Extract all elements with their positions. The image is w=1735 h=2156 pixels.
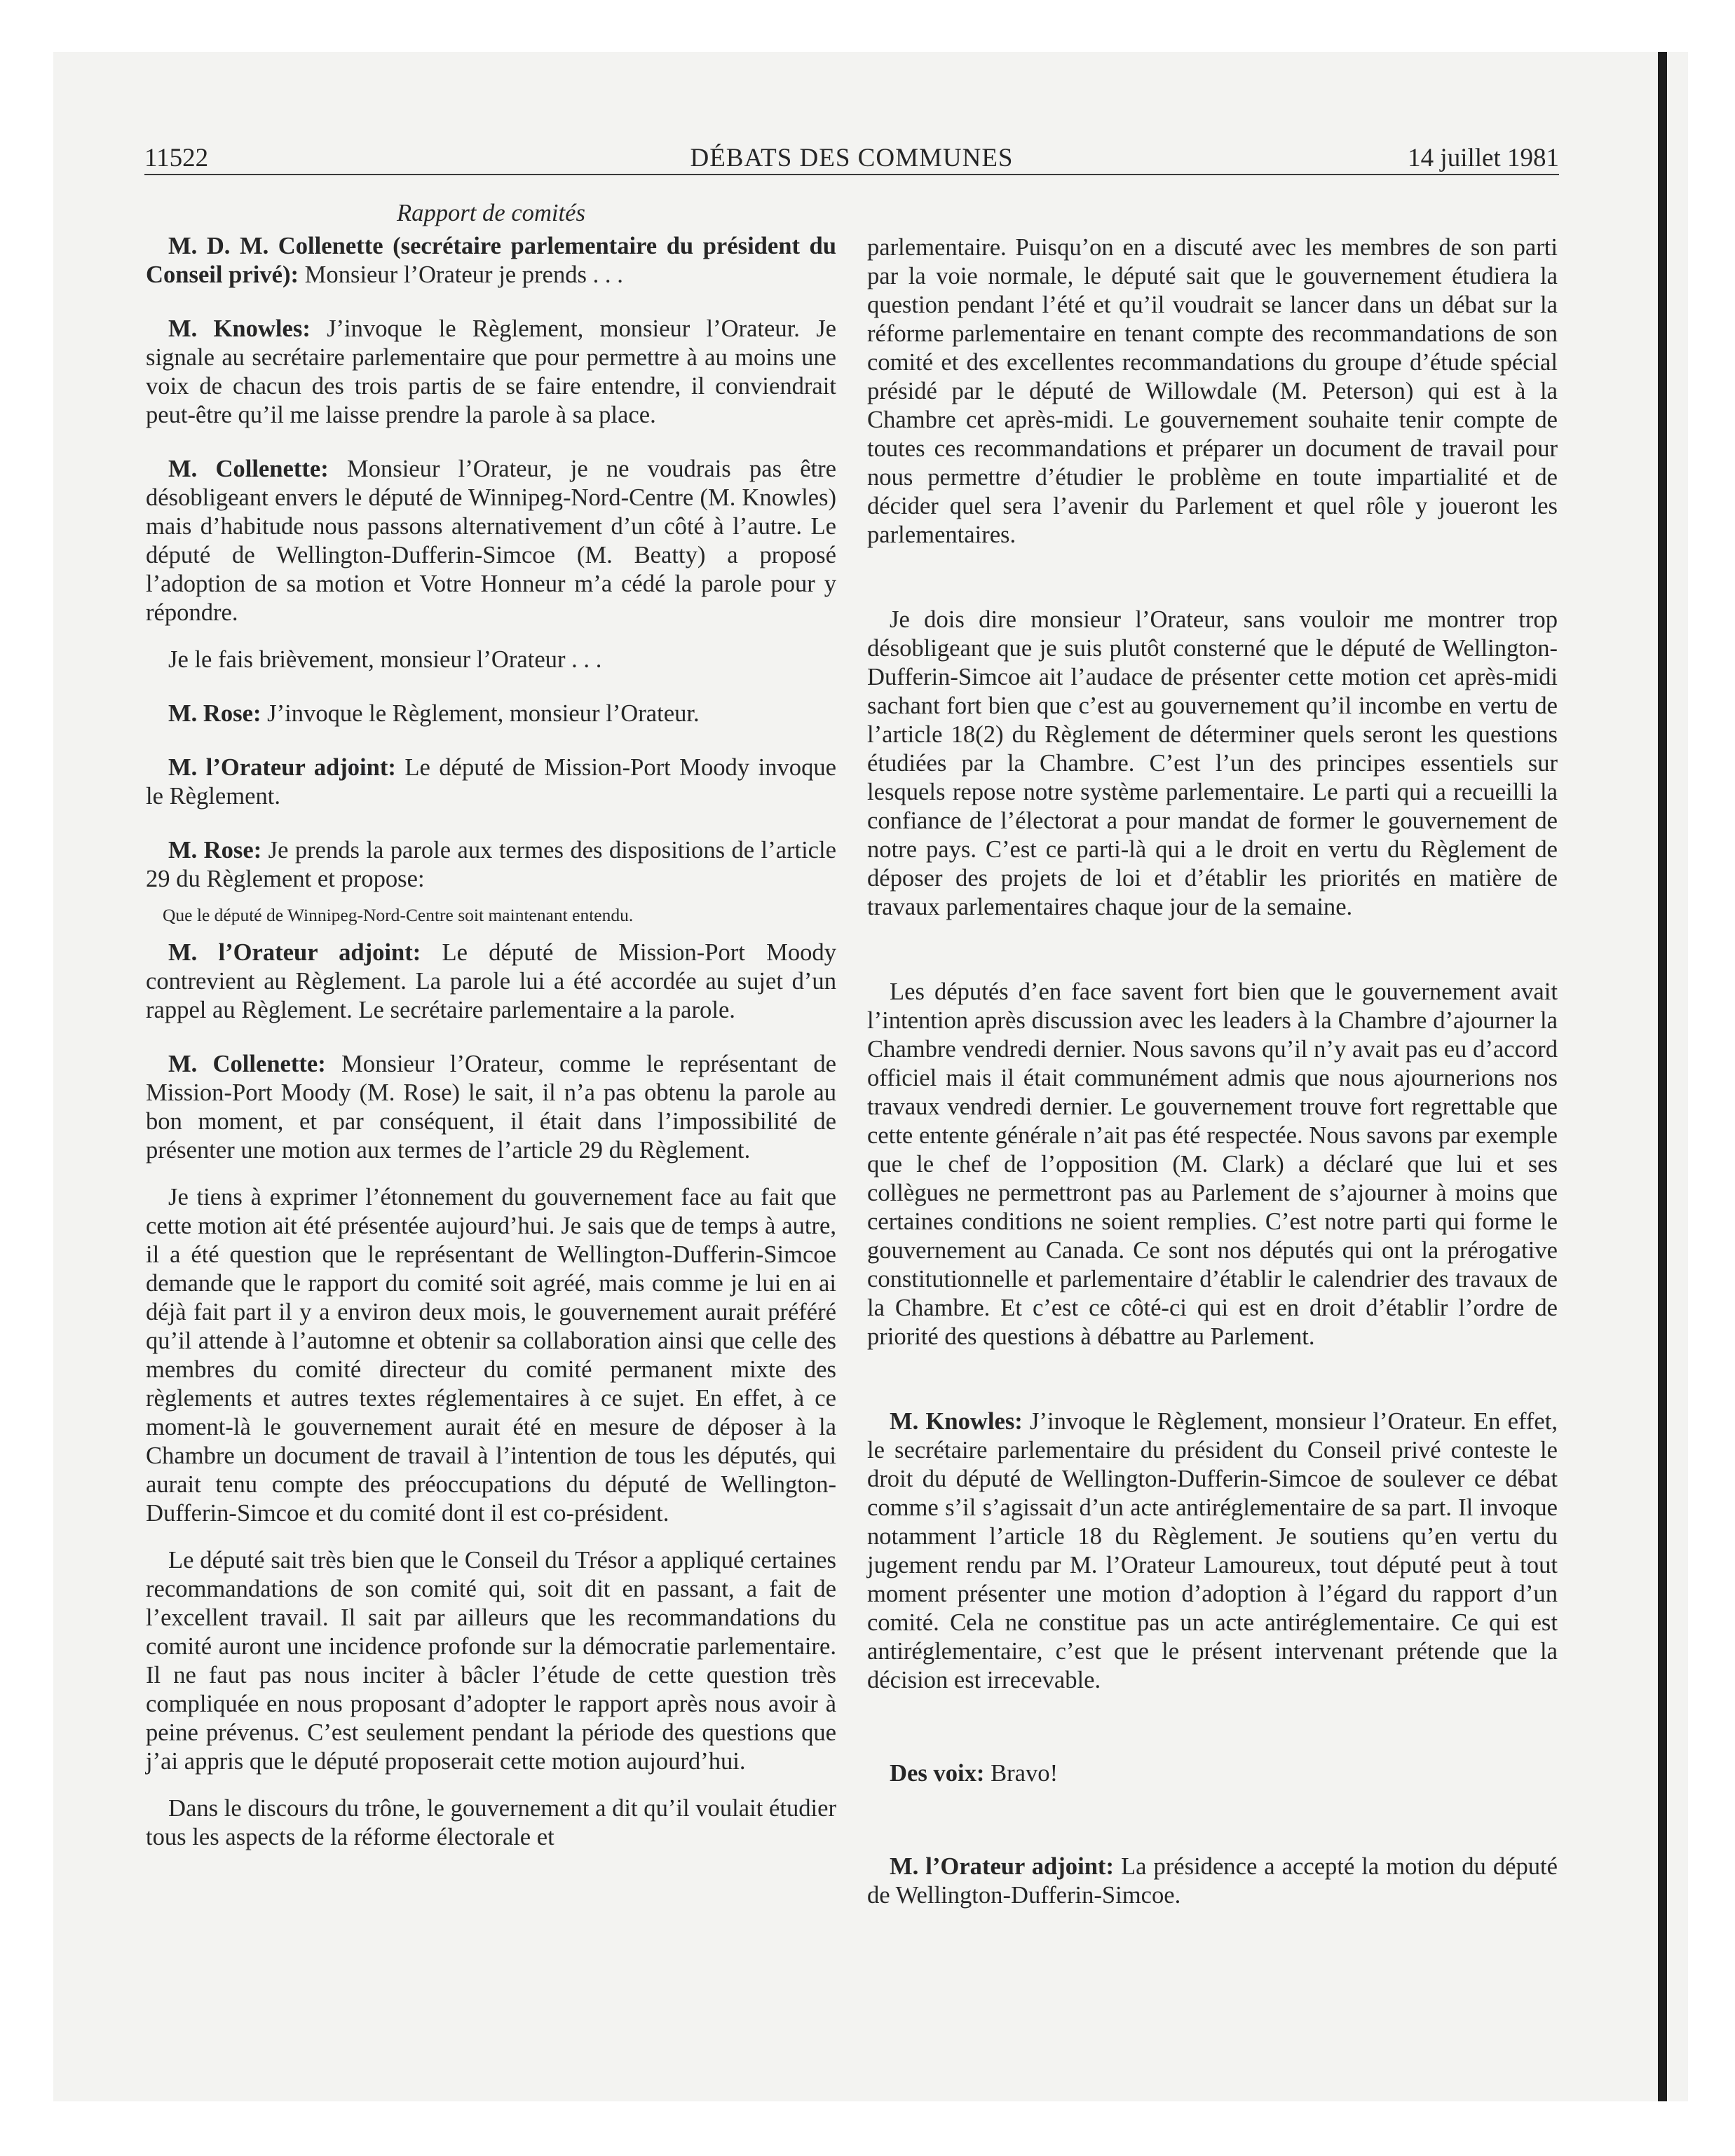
section-title: Rapport de comités [397,200,585,226]
motion-quote: Que le député de Winnipeg-Nord-Centre soit maintenant entendu. [163,905,634,925]
scan-edge-shadow [1658,52,1667,2101]
speech-text: J’invoque le Règlement, monsieur l’Orateur. En effet, le secrétaire parlementaire du président du Conseil privé conteste le droit du député de Wellington-Dufferin-Simcoe de soulever ce débat comme s’il s’agissait d’un acte antiréglementaire de sa part. Il invoque notamment l’article 18 du Règlement. Je soutiens qu’en vertu du jugement rendu par M. l’Orateur Lamoureux, tout député peut à tout moment présenter une motion d’adoption à l’égard du rapport d’un comité. Cela ne constitue pas un acte antiréglementaire. Ce qui est antiréglementaire, c’est que le présent intervenant prétende que la décision est irrecevable. [867,1408,1558,1693]
speaker-name: M. Collenette: [168,456,329,482]
paragraph [146,939,836,1025]
speaker-name: Des voix: [890,1760,985,1787]
speech-text: Monsieur l’Orateur je prends . . . [299,261,623,288]
publication-title: DÉBATS DES COMMUNES [690,144,1014,172]
speech-text: Je prends la parole aux termes des dispositions de l’article 29 du Règlement et propose: [146,837,836,892]
paragraph [867,1853,1558,1910]
speech-text: Le député de Mission-Port Moody contrevient au Règlement. La parole lui a été accordée au sujet d’un rappel au Règlement. Le secrétaire parlementaire a la parole. [146,939,836,1023]
speech-text: Monsieur l’Orateur, comme le représentant de Mission-Port Moody (M. Rose) le sait, il n’a pas obtenu la parole au bon moment, et par conséquent, il était dans l’impossibilité de présenter une motion aux termes de l’article 29 du Règlement. [146,1051,837,1164]
paragraph: Les députés d’en face savent fort bien que le gouvernement avait l’intention après discussion avec les leaders à la Chambre d’ajourner la Chambre vendredi dernier. Nous savons qu’il n’y avait pas eu d’accord officiel mais il était communément admis que nous ajournerions nos travaux vendredi dernier. Le gouvernement trouve fort regrettable que cette entente générale n’ait pas été respectée. Nous savons par exemple que le chef de l’opposition (M. Clark) a déclaré que lui et ses collègues ne permettront pas au Parlement de s’ajourner à moins que certaines conditions ne soient remplies. C’est notre parti qui forme le gouvernement au Canada. Ce sont nos députés qui ont la prérogative constitutionnelle et parlementaire d’établir le calendrier des travaux de la Chambre. Et c’est ce côté-ci qui est en droit d’établir l’ordre de priorité des questions à débattre au Parlement. [867,978,1558,1350]
paragraph: Dans le discours du trône, le gouvernement a dit qu’il voulait étudier tous les aspects de la réforme électorale et [146,1795,836,1850]
page-header [144,143,1559,175]
speaker-name: M. l’Orateur adjoint: [168,754,396,781]
paragraph: Je dois dire monsieur l’Orateur, sans vouloir me montrer trop désobligeant que je suis plutôt consterné que le député de Wellington-Dufferin-Simcoe ait l’audace de présenter cette motion cet après-midi sachant fort bien que c’est au gouvernement qu’il incombe en vertu de l’article 18(2) du Règlement de déterminer quels seront les questions étudiées par la Chambre. C’est l’un des principes essentiels sur lesquels repose notre système parlementaire. Le parti qui a recueilli la confiance de l’électorat a pour mandat de former le gouvernement de notre pays. C’est ce parti-là qui a le droit en vertu du Règlement de déposer des projets de loi et d’établir les priorités en matière de travaux parlementaires chaque jour de la semaine. [867,606,1558,920]
paragraph [867,1759,1558,1788]
speech-text: La présidence a accepté la motion du député de Wellington-Dufferin-Simcoe. [867,1853,1558,1909]
speech-text: Bravo! [984,1760,1059,1787]
speaker-name: M. D. M. Collenette (secrétaire parlementaire du président du Conseil privé): [146,233,836,288]
right-column [867,233,1558,1910]
page-number: 11522 [144,144,209,172]
paragraph [146,700,836,728]
speaker-name: M. l’Orateur adjoint: [168,939,421,966]
speech-text: J’invoque le Règlement, monsieur l’Orateur. Je signale au secrétaire parlementaire que pour permettre à au moins une voix de chacun des trois partis de se faire entendre, il conviendrait peut-être qu’il me laisse prendre la parole à sa place. [146,315,836,428]
speech-text: Monsieur l’Orateur, je ne voudrais pas être désobligeant envers le député de Winnipeg-Nord-Centre (M. Knowles) mais d’habitude nous passons alternativement d’un côté à l’autre. Le député de Wellington-Dufferin-Simcoe (M. Beatty) a proposé l’adoption de sa motion et Votre Honneur m’a cédé la parole pour y répondre. [146,456,837,626]
speech-text: Le député de Mission-Port Moody invoque le Règlement. [146,754,836,810]
paragraph: parlementaire. Puisqu’on en a discuté avec les membres de son parti par la voie normale, le député sait que le gouvernement étudiera la question pendant l’été et qu’il voudrait se lancer dans un débat sur la réforme parlementaire en tenant compte des recommandations de son comité et des excellentes recommandations du groupe d’étude spécial présidé par le député de Willowdale (M. Peterson) qui est à la Chambre cet après-midi. Le gouvernement souhaite tenir compte de toutes ces recommandations et préparer un document de travail pour nous permettre d’étudier le problème en toute impartialité et de décider quel sera l’avenir du Parlement et quel rôle y joueront les parlementaires. [867,234,1558,548]
paragraph: Le député sait très bien que le Conseil du Trésor a appliqué certaines recommandations de son comité qui, soit dit en passant, a fait de l’excellent travail. Il sait par ailleurs que les recommandations du comité auront une incidence profonde sur la démocratie parlementaire. Il ne faut pas nous inciter à bâcler l’étude de cette question très compliquée en nous proposant d’adopter le rapport après nous avoir à peine prévenus. C’est seulement pendant la période des questions que j’ai appris que le député proposerait cette motion aujourd’hui. [146,1547,836,1775]
left-column [146,199,836,1852]
publication-date: 14 juillet 1981 [1408,144,1559,172]
paragraph [146,836,836,894]
speaker-name: M. l’Orateur adjoint: [890,1853,1114,1880]
paragraph [867,1407,1558,1695]
speaker-name: M. Collenette: [168,1051,326,1077]
paragraph [146,1050,836,1165]
speaker-name: M. Knowles: [168,315,311,342]
speaker-name: M. Rose: [168,700,261,727]
speaker-name: M. Rose: [168,837,262,864]
speaker-name: M. Knowles: [890,1408,1023,1435]
speech-text: J’invoque le Règlement, monsieur l’Orateur. [261,700,700,727]
paragraph [146,455,836,627]
paragraph: Je tiens à exprimer l’étonnement du gouvernement face au fait que cette motion ait été présentée aujourd’hui. Je sais que de temps à autre, il a été question que le représentant de Wellington-Dufferin-Simcoe demande que le rapport du comité soit agréé, mais comme je lui en ai déjà fait part il y a environ deux mois, le gouvernement aurait préféré qu’il attende à l’automne et obtenir sa collaboration ainsi que celle des membres du comité directeur du comité permanent mixte des règlements et autres textes réglementaires à ce sujet. En effet, à ce moment-là le gouvernement aurait été en mesure de déposer à la Chambre un document de travail à l’intention de tous les députés, qui aurait tenu compte des préoccupations du député de Wellington-Dufferin-Simcoe et du comité dont il est co-président. [146,1184,836,1527]
paragraph [146,753,836,811]
paragraph: Je le fais brièvement, monsieur l’Orateur . . . [168,646,602,673]
paragraph [146,315,836,430]
paragraph [146,232,836,289]
